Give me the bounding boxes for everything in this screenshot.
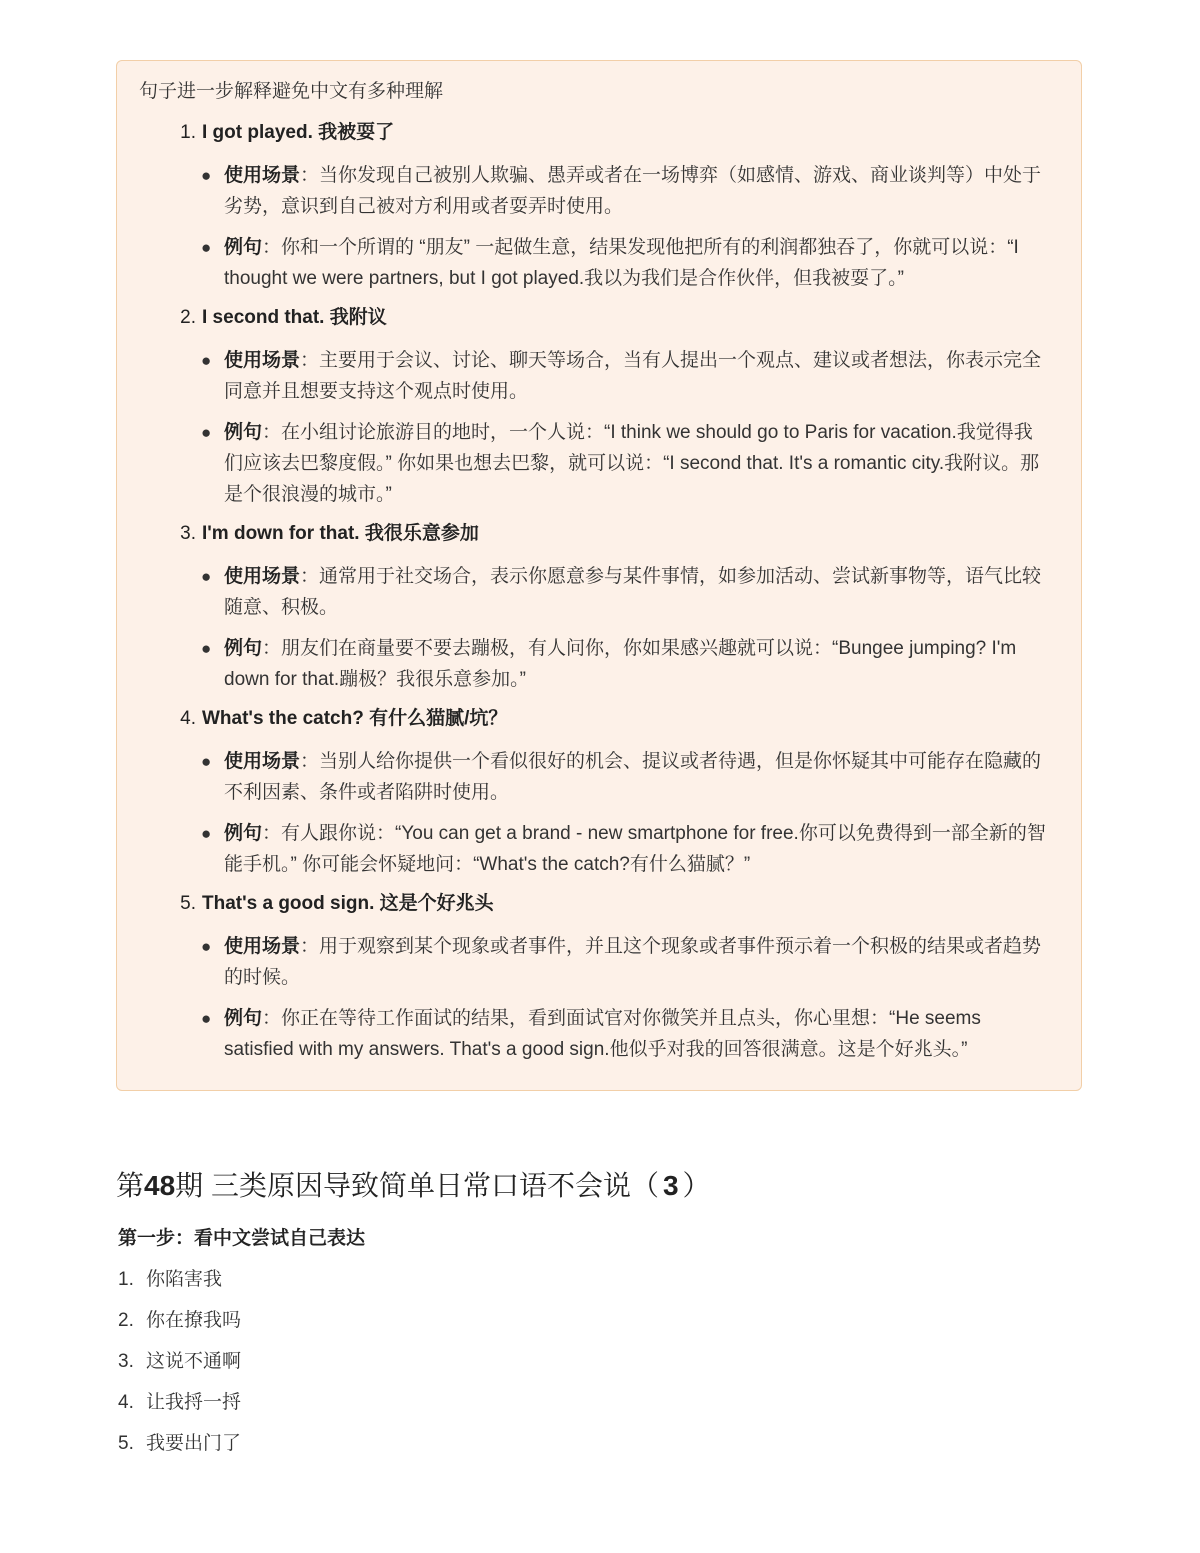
scene-label: 使用场景	[224, 165, 301, 186]
bullet-icon: ●	[201, 351, 212, 370]
practice-number: 1.	[118, 1269, 134, 1290]
practice-item	[118, 1265, 241, 1295]
practice-text: 让我捋一捋	[146, 1392, 242, 1413]
scene-text: ：当别人给你提供一个看似很好的机会、提议或者待遇，但是你怀疑其中可能存在隐藏的不利因素、条件或者陷阱时使用。	[224, 751, 1042, 803]
phrase-details	[139, 160, 1059, 294]
practice-item	[118, 1306, 241, 1336]
phrase-item	[139, 520, 1059, 695]
practice-number: 5.	[118, 1433, 134, 1454]
phrase-item	[139, 705, 1059, 880]
bullet-icon: ●	[201, 639, 212, 658]
phrase-title: What's the catch? 有什么猫腻/坑？	[202, 708, 508, 729]
scene-bullet	[139, 746, 1059, 808]
practice-number: 2.	[118, 1310, 134, 1331]
phrase-heading	[139, 890, 1059, 918]
phrase-title: I second that. 我附议	[202, 307, 387, 328]
phrase-number: 5.	[180, 893, 196, 914]
callout-intro: 句子进一步解释避免中文有多种理解	[139, 81, 444, 102]
bullet-icon: ●	[201, 166, 212, 185]
example-text: ：朋友们在商量要不要去蹦极，有人问你，你如果感兴趣就可以说：“Bungee jumping? I'm down for that.蹦极？我很乐意参加。”	[224, 638, 1017, 690]
phrase-details	[139, 561, 1059, 695]
lesson-part-number: 3	[662, 1170, 679, 1201]
scene-text: ：当你发现自己被别人欺骗、愚弄或者在一场博弈（如感情、游戏、商业谈判等）中处于劣势，意识到自己被对方利用或者耍弄时使用。	[224, 165, 1042, 217]
example-label: 例句	[224, 237, 263, 258]
scene-text: ：通常用于社交场合，表示你愿意参与某件事情，如参加活动、尝试新事物等，语气比较随意、积极。	[224, 566, 1042, 618]
example-bullet	[139, 232, 1059, 294]
practice-item	[118, 1429, 241, 1459]
example-bullet	[139, 417, 1059, 510]
phrase-number: 2.	[180, 307, 196, 328]
phrase-number: 4.	[180, 708, 196, 729]
phrase-title: That's a good sign. 这是个好兆头	[202, 893, 494, 914]
scene-bullet	[139, 561, 1059, 623]
phrase-heading	[139, 119, 1059, 147]
lesson-title-close: ）	[682, 1170, 711, 1201]
phrase-details	[139, 746, 1059, 880]
scene-label: 使用场景	[224, 751, 301, 772]
phrase-item	[139, 119, 1059, 294]
phrase-title: I'm down for that. 我很乐意参加	[202, 523, 479, 544]
lesson-title	[116, 1164, 711, 1208]
example-label: 例句	[224, 638, 263, 659]
practice-text: 这说不通啊	[146, 1351, 242, 1372]
scene-text: ：用于观察到某个现象或者事件，并且这个现象或者事件预示着一个积极的结果或者趋势的时候。	[224, 936, 1042, 988]
example-label: 例句	[224, 823, 263, 844]
bullet-icon: ●	[201, 752, 212, 771]
lesson-title-text: 期 三类原因导致简单日常口语不会说（	[175, 1170, 659, 1201]
practice-number: 3.	[118, 1351, 134, 1372]
phrase-heading	[139, 304, 1059, 332]
scene-bullet	[139, 160, 1059, 222]
practice-text: 你在撩我吗	[146, 1310, 242, 1331]
step-heading: 第一步：看中文尝试自己表达	[118, 1228, 366, 1249]
scene-label: 使用场景	[224, 566, 301, 587]
example-label: 例句	[224, 1008, 263, 1029]
bullet-icon: ●	[201, 824, 212, 843]
scene-text: ：主要用于会议、讨论、聊天等场合，当有人提出一个观点、建议或者想法，你表示完全同意并且想要支持这个观点时使用。	[224, 350, 1042, 402]
example-text: ：在小组讨论旅游目的地时，一个人说：“I think we should go to Paris for vacation.我觉得我们应该去巴黎度假。” 你如果也想去巴黎，就可以说：“I second that. It's a romantic city.我附议。那是个很浪漫的城市。”	[224, 422, 1040, 505]
practice-number: 4.	[118, 1392, 134, 1413]
bullet-icon: ●	[201, 423, 212, 442]
bullet-icon: ●	[201, 1009, 212, 1028]
practice-list	[118, 1265, 241, 1470]
example-text: ：你和一个所谓的 “朋友” 一起做生意，结果发现他把所有的利润都独吞了，你就可以说：“I thought we were partners, but I got played.我以为我们是合作伙伴，但我被耍了。”	[224, 237, 1019, 289]
example-bullet	[139, 633, 1059, 695]
scene-bullet	[139, 345, 1059, 407]
practice-item	[118, 1388, 241, 1418]
example-text: ：你正在等待工作面试的结果，看到面试官对你微笑并且点头，你心里想：“He seems satisfied with my answers. That's a good sign.他似乎对我的回答很满意。这是个好兆头。”	[224, 1008, 981, 1060]
practice-text: 我要出门了	[146, 1433, 242, 1454]
practice-text: 你陷害我	[146, 1269, 223, 1290]
explanation-callout	[116, 60, 1082, 1091]
phrase-details	[139, 345, 1059, 510]
phrase-details	[139, 931, 1059, 1065]
example-bullet	[139, 818, 1059, 880]
scene-label: 使用场景	[224, 936, 301, 957]
phrase-item	[139, 304, 1059, 510]
example-label: 例句	[224, 422, 263, 443]
scene-label: 使用场景	[224, 350, 301, 371]
example-text: ：有人跟你说：“You can get a brand - new smartphone for free.你可以免费得到一部全新的智能手机。” 你可能会怀疑地问：“What's the catch?有什么猫腻？”	[224, 823, 1046, 875]
phrase-list	[139, 119, 1059, 1065]
example-bullet	[139, 1003, 1059, 1065]
phrase-heading	[139, 520, 1059, 548]
bullet-icon: ●	[201, 937, 212, 956]
practice-item	[118, 1347, 241, 1377]
bullet-icon: ●	[201, 567, 212, 586]
phrase-number: 1.	[180, 122, 196, 143]
bullet-icon: ●	[201, 238, 212, 257]
phrase-item	[139, 890, 1059, 1065]
scene-bullet	[139, 931, 1059, 993]
phrase-title: I got played. 我被耍了	[202, 122, 395, 143]
phrase-heading	[139, 705, 1059, 733]
lesson-title-prefix: 第	[116, 1170, 145, 1201]
lesson-number: 48	[144, 1170, 176, 1201]
phrase-number: 3.	[180, 523, 196, 544]
